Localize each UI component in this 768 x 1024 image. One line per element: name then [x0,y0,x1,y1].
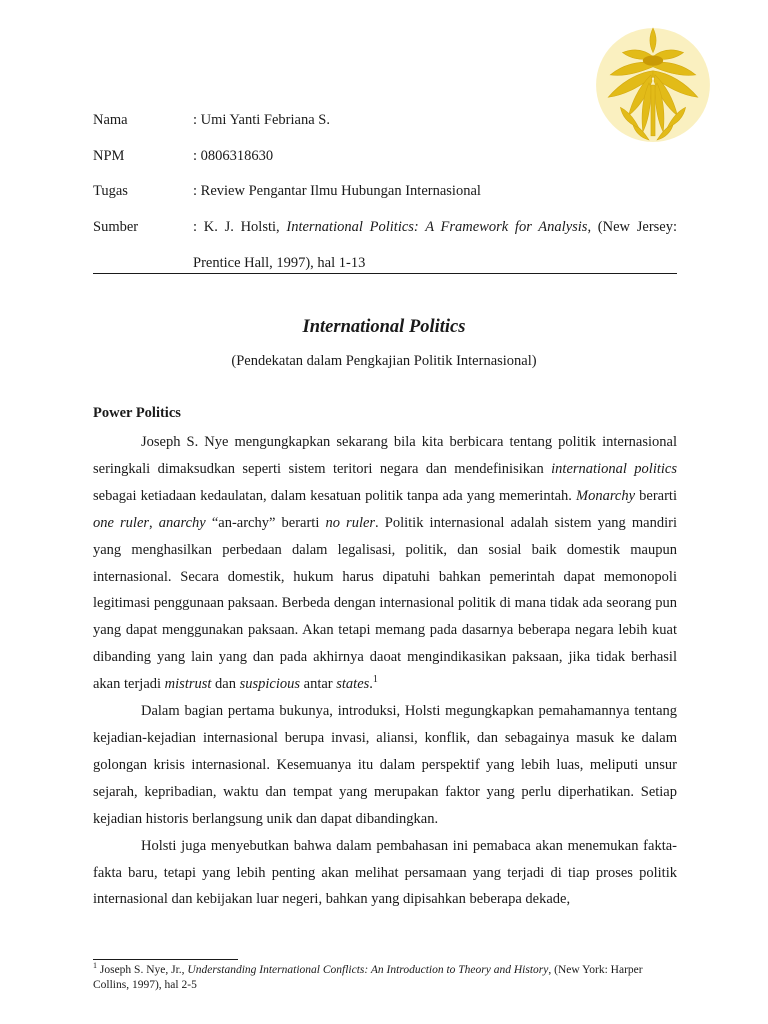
meta-row-source [93,215,677,281]
paragraph: Holsti juga menyebutkan bahwa dalam pembahasan ini pemabaca akan menemukan fakta-fakta baru, tetapi yang lebih penting akan melihat persamaan yang terjadi di tiap proses politik internasional dan kebijakan luar negeri, bahkan yang dipisahkan beberapa dekade, [93,837,677,908]
meta-label: NPM [93,147,125,164]
document-metadata [93,108,677,281]
header-divider [93,273,677,274]
document-body [93,429,677,913]
meta-value: : 0806318630 [193,147,274,164]
document-title: International Politics [302,317,466,337]
paragraph: Dalam bagian pertama bukunya, introduksi, Holsti megungkapkan pemahamannya tentang kejadian-kejadian internasional berupa invasi, aliansi, konflik, dan sebagainya masuk ke dalam golongan krisis internasional. Kesemuanya itu dalam perspektif yang lebih luas, meliputi unsur sejarah, kepribadian, waktu dan tempat yang merupakan faktor yang perlu diperhatikan. Setiap kejadian historis berlangsung unik dan dapat dibandingkan. [93,703,677,827]
footnote-book-title: Understanding International Conflicts: An Introduction to Theory and History [187,964,549,976]
section-heading: Power Politics [93,405,181,421]
footnote: $^1$ Joseph S. Nye, Jr., Understanding International Conflicts: An Introduction to Theory and History, (New York: Harper Collins, 1997), hal 2-5 [93,961,643,991]
footnote-number: 1 [93,961,97,971]
meta-row-npm [93,144,677,180]
footnote-divider [93,959,238,960]
meta-label: Tugas [93,183,128,199]
source-book-title: International Politics: A Framework for Analysis [286,218,588,235]
footnote-reference[interactable]: 1 [372,674,378,686]
meta-value: : Umi Yanti Febriana S. [193,112,330,128]
meta-label: Nama [93,112,128,128]
meta-label: Sumber [93,218,139,235]
document-subtitle: (Pendekatan dalam Pengkajian Politik Internasional) [231,353,537,369]
meta-row-name [93,108,677,144]
meta-value-source: : K. J. Holsti, International Politics: A Framework for Analysis, (New Jersey: Prentice Hall, 1997), hal 1-13 [193,218,678,271]
meta-value: : Review Pengantar Ilmu Hubungan Internasional [193,183,481,199]
paragraph: Joseph S. Nye mengungkapkan sekarang bila kita berbicara tentang politik internasional seringkali dimaksudkan seperti sistem teritori negara dan mendefinisikan international politics sebagai ketiadaan kedaulatan, dalam kesatuan politik tanpa ada yang memerintah. Monarchy berarti one ruler, anarchy “an-archy” berarti no ruler. Politik internasional adalah sistem yang mandiri yang menghasilkan perbedaan dalam legalisasi, politik, dan sosial baik domestik maupun internasional. Secara domestik, hukum harus dipatuhi bahkan pemerintah dapat memonopoli legitimasi penggunaan paksaan. Berbeda dengan internasional politik di mana tidak ada seorang pun yang dapat menggunakan paksaan. Akan tetapi memang pada dasarnya beberapa negara lebih kuat dibanding yang lain yang dan pada akhirnya daoat mengindikasikan paksaan, jika tidak berhasil akan terjadi mistrust dan suspicious antar states.$^1$ [93,434,677,693]
